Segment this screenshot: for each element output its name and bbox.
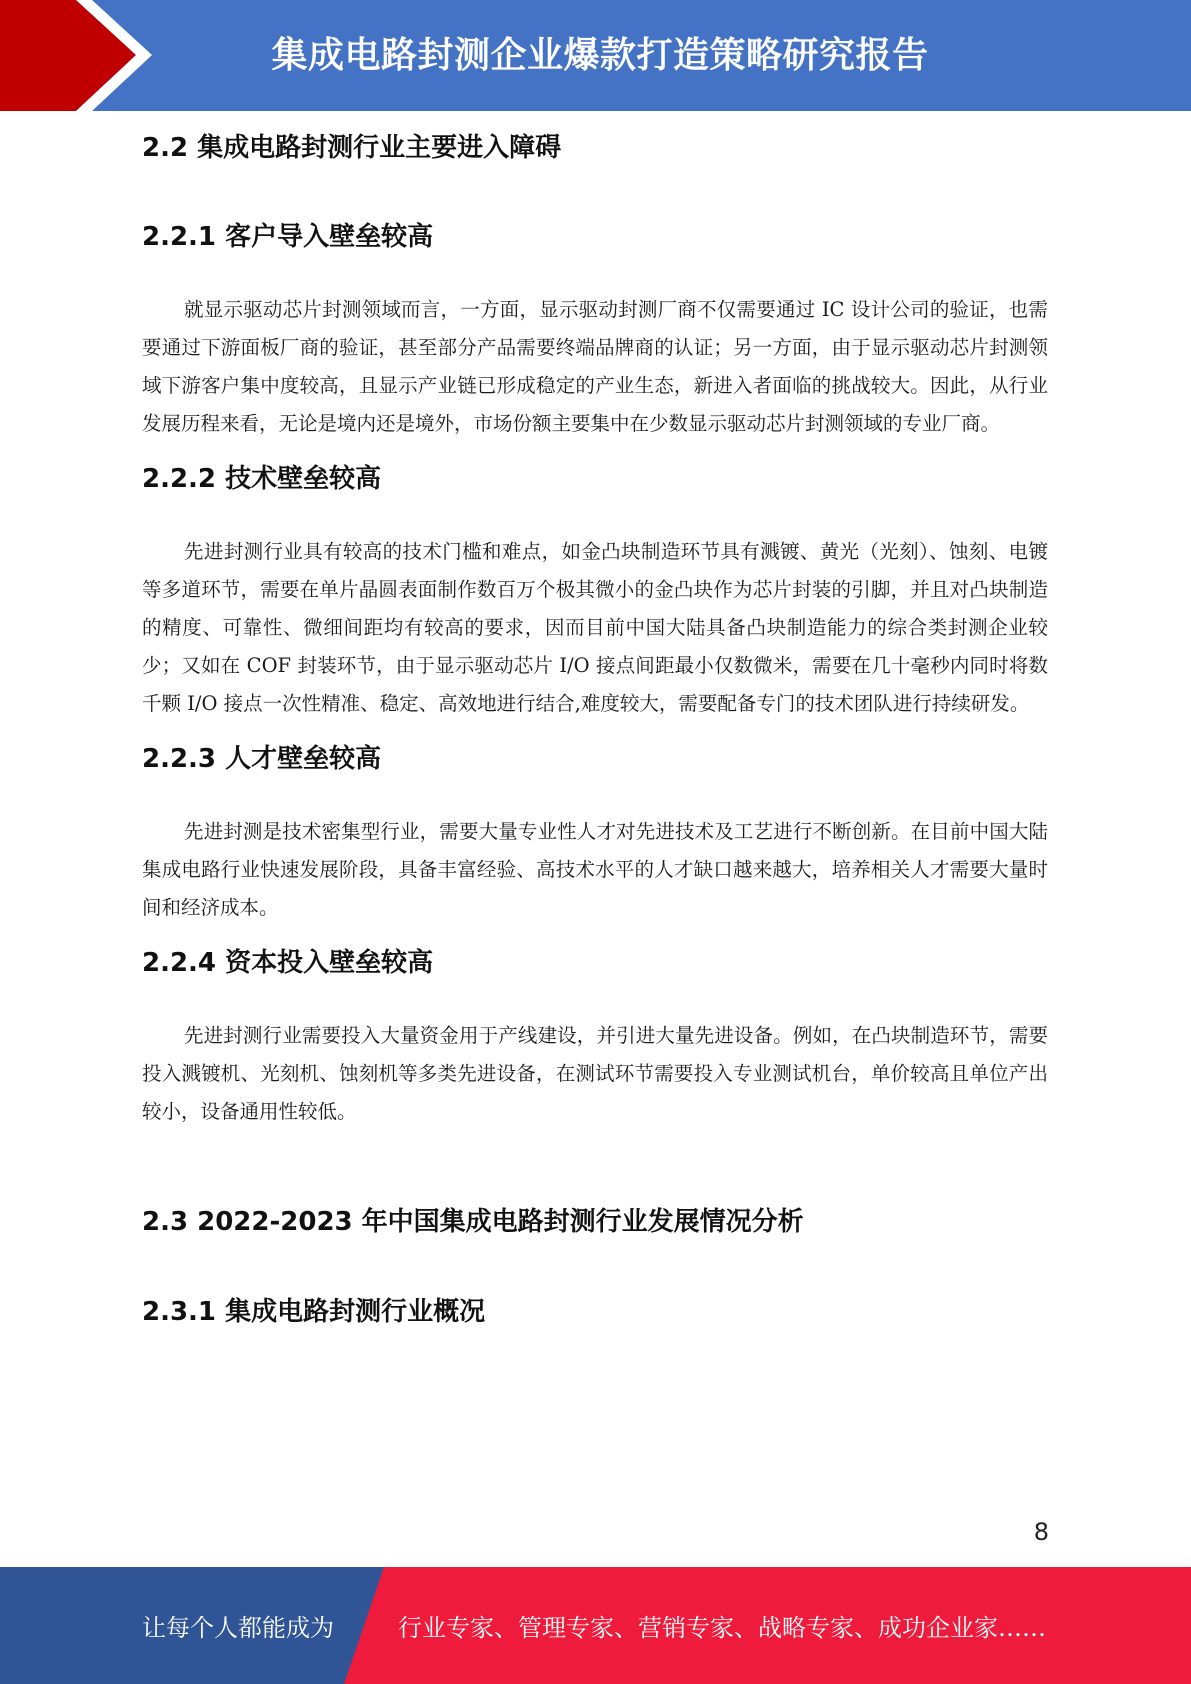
main-content — [142, 128, 1048, 1332]
section-heading-2-2: 2.2 集成电路封测行业主要进入障碍 — [142, 133, 562, 163]
paragraph-2-2-1: 就显示驱动芯片封测领域而言，一方面，显示驱动封测厂商不仅需要通过 IC 设计公司的验证，也需要通过下游面板厂商的验证，甚至部分产品需要终端品牌商的认证；另一方面，由于显示驱动芯片封测领域下游客户集中度较高，且显示产业链已形成稳定的产业生态，新进入者面临的挑战较大。因此，从行业发展历程来看，无论是境内还是境外，市场份额主要集中在少数显示驱动芯片封测领域的专业厂商。 — [142, 298, 1048, 435]
section-heading-2-3-1: 2.3.1 集成电路封测行业概况 — [142, 1297, 486, 1327]
section-heading-2-2-4: 2.2.4 资本投入壁垒较高 — [142, 948, 434, 978]
report-title: 集成电路封测企业爆款打造策略研究报告 — [271, 34, 929, 76]
page-number: 8 — [1033, 1518, 1049, 1546]
paragraph-2-2-3: 先进封测是技术密集型行业，需要大量专业性人才对先进技术及工艺进行不断创新。在目前中国大陆集成电路行业快速发展阶段，具备丰富经验、高技术水平的人才缺口越来越大，培养相关人才需要大量时间和经济成本。 — [142, 820, 1048, 919]
section-heading-2-2-1: 2.2.1 客户导入壁垒较高 — [142, 222, 434, 252]
footer-slogan-right: 行业专家、管理专家、营销专家、战略专家、成功企业家…… — [398, 1614, 1046, 1642]
section-heading-2-2-3: 2.2.3 人才壁垒较高 — [142, 744, 382, 774]
paragraph-2-2-2: 先进封测行业具有较高的技术门槛和难点，如金凸块制造环节具有溅镀、黄光（光刻）、蚀刻、电镀等多道环节，需要在单片晶圆表面制作数百万个极其微小的金凸块作为芯片封装的引脚，并且对凸块制造的精度、可靠性、微细间距均有较高的要求，因而目前中国大陆具备凸块制造能力的综合类封测企业较少；又如在 COF 封装环节，由于显示驱动芯片 I/O 接点间距最小仅数微米，需要在几十毫秒内同时将数千颗 I/O 接点一次性精准、稳定、高效地进行结合,难度较大，需要配备专门的技术团队进行持续研发。 — [142, 540, 1048, 715]
footer-banner — [0, 1567, 1191, 1684]
section-heading-2-2-2: 2.2.2 技术壁垒较高 — [142, 464, 382, 494]
footer-slogan-left: 让每个人都能成为 — [142, 1614, 334, 1642]
header-banner — [0, 0, 1191, 111]
paragraph-2-2-4: 先进封测行业需要投入大量资金用于产线建设，并引进大量先进设备。例如，在凸块制造环节，需要投入溅镀机、光刻机、蚀刻机等多类先进设备，在测试环节需要投入专业测试机台，单价较高且单位产出较小，设备通用性较低。 — [142, 1024, 1048, 1123]
section-heading-2-3: 2.3 2022-2023 年中国集成电路封测行业发展情况分析 — [142, 1207, 804, 1237]
